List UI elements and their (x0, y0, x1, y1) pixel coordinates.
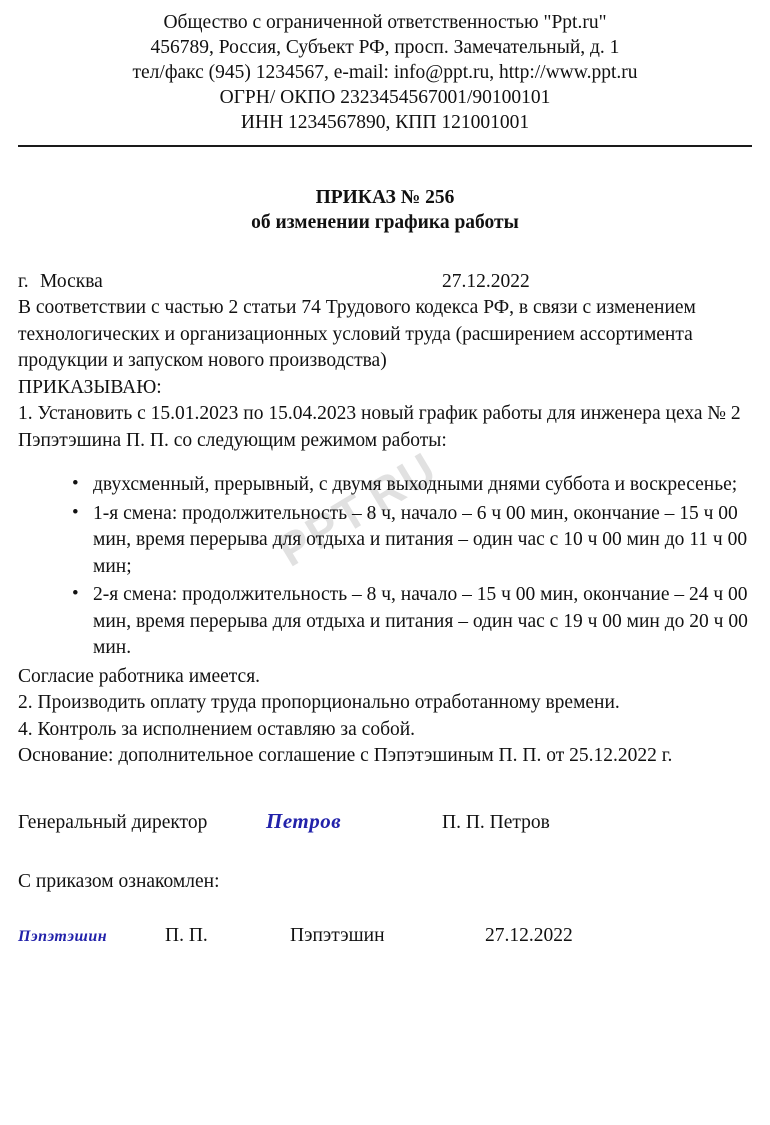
city-prefix: г. (18, 271, 29, 292)
acknowledgement-label: С приказом ознакомлен: (18, 870, 220, 892)
order-item-4: 4. Контроль за исполнением оставляю за собой. (18, 718, 416, 740)
document-content (18, 0, 752, 947)
employee-signature-mark: Пэпэтэшин (18, 928, 108, 945)
place-and-date-row (18, 269, 752, 295)
letterhead (18, 0, 752, 135)
letterhead-line-company: Общество с ограниченной ответственностью "Ppt.ru" (163, 12, 607, 33)
employee-signature-row (18, 925, 752, 947)
employee-signature-date: 27.12.2022 (485, 925, 573, 946)
list-item: • двухсменный, прерывный, с двумя выходными днями суббота и воскресенье; (72, 472, 752, 499)
employee-consent-note: Согласие работника имеется. (18, 665, 261, 687)
order-item-1: 1. Установить с 15.01.2023 по 15.04.2023 новый график работы для инженера цеха № 2 Пэпэтэшина П. П. со следующим режимом работы: (18, 403, 741, 451)
document-date: 27.12.2022 (442, 271, 530, 292)
letterhead-line-ogrn-okpo: ОГРН/ ОКПО 2323454567001/90100101 (219, 87, 551, 108)
director-signature-row (18, 808, 752, 836)
order-item-2: 2. Производить оплату труда пропорционально отработанному времени. (18, 692, 620, 713)
schedule-bullet-list (18, 472, 752, 662)
page-subtitle: об изменении графика работы (251, 212, 519, 233)
city-name: Москва (40, 271, 103, 292)
header-divider (18, 145, 752, 147)
page-title: ПРИКАЗ № 256 (315, 187, 455, 208)
preamble-paragraph: В соответствии с частью 2 статьи 74 Трудового кодекса РФ, в связи с изменением технологических и организационных условий труда (расширением ассортимента продукции и запуском нового производства) (18, 297, 696, 371)
ppt-ru-watermark: PPT.RU (268, 441, 446, 577)
director-name: П. П. Петров (442, 811, 550, 833)
letterhead-line-address: 456789, Россия, Субъект РФ, просп. Замечательный, д. 1 (150, 37, 620, 58)
director-title: Генеральный директор (18, 811, 208, 833)
director-signature-mark: Петров (266, 808, 342, 833)
letterhead-line-inn-kpp: ИНН 1234567890, КПП 121001001 (240, 112, 530, 133)
employee-initials: П. П. (165, 925, 208, 946)
employee-name: Пэпэтэшин (290, 925, 385, 946)
list-item: • 1-я смена: продолжительность – 8 ч, начало – 6 ч 00 мин, окончание – 15 ч 00 мин, время перерыва для отдыха и питания – один час с 10 ч 00 мин до 11 ч 00 мин; (72, 501, 752, 581)
place-date-spacer (103, 269, 442, 295)
document-title-block (18, 185, 752, 235)
letterhead-line-contacts: тел/факс (945) 1234567, e-mail: info@ppt.ru, http://www.ppt.ru (132, 62, 638, 83)
order-basis: Основание: дополнительное соглашение с Пэпэтэшиным П. П. от 25.12.2022 г. (18, 745, 673, 766)
list-item: • 2-я смена: продолжительность – 8 ч, начало – 15 ч 00 мин, окончание – 24 ч 00 мин, время перерыва для отдыха и питания – один час с 19 ч 00 мин до 20 ч 00 мин. (72, 582, 752, 662)
order-keyword: ПРИКАЗЫВАЮ: (18, 376, 162, 398)
